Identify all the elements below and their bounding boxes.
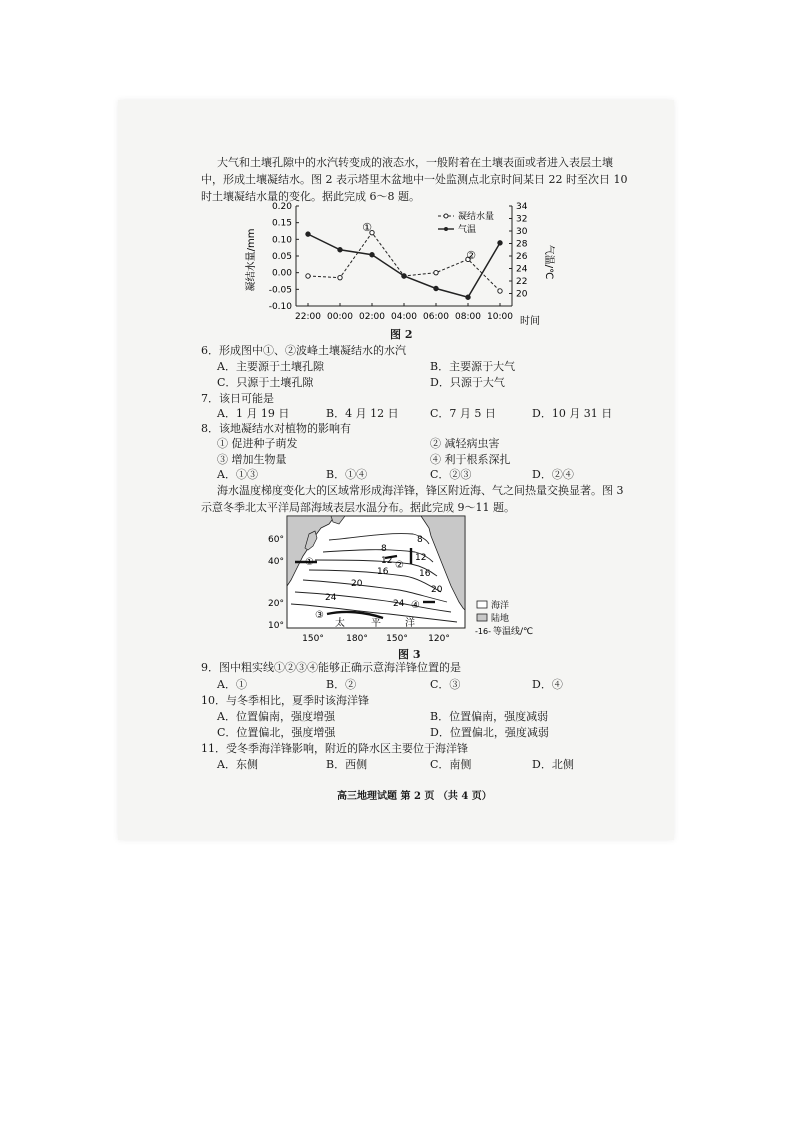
lat-label-10: 10° bbox=[268, 621, 284, 631]
y-right-tick-label: 20 bbox=[516, 289, 528, 300]
q10-option-a: A．位置偏南，强度增强 bbox=[217, 710, 335, 723]
q8-stem: 8．该地凝结水对植物的影响有 bbox=[201, 422, 351, 435]
temperature-point bbox=[402, 274, 406, 278]
q8-item-4: ④ 利于根系深扎 bbox=[430, 453, 511, 466]
temperature-point bbox=[498, 241, 502, 245]
q9-option-c: C．③ bbox=[430, 678, 461, 691]
front-marker-3: ③ bbox=[315, 610, 324, 621]
q9-option-b: B．② bbox=[326, 678, 357, 691]
temperature-point bbox=[434, 286, 438, 290]
y-left-tick-label: 0.20 bbox=[271, 202, 292, 212]
front-marker-1: ① bbox=[305, 557, 314, 568]
legend-isotherm-sample: -16- bbox=[475, 627, 491, 636]
iso-label-12b: 12 bbox=[415, 553, 427, 563]
x-tick-label: 04:00 bbox=[391, 312, 417, 322]
y-right-tick-label: 24 bbox=[516, 264, 528, 275]
q6-option-d: D．只源于大气 bbox=[430, 376, 505, 389]
figure-3-caption: 图 3 bbox=[398, 648, 421, 661]
q10-stem: 10．与冬季相比，夏季时该海洋锋 bbox=[201, 694, 369, 707]
lon-label-180: 180° bbox=[346, 634, 368, 644]
legend-condensate-label: 凝结水量 bbox=[458, 212, 495, 222]
q8-option-b: B．①④ bbox=[326, 468, 368, 481]
temperature-point bbox=[466, 295, 470, 299]
lon-label-150w: 150° bbox=[386, 634, 408, 644]
condensate-point bbox=[306, 274, 310, 278]
lon-label-120w: 120° bbox=[428, 634, 450, 644]
figure-2-caption: 图 2 bbox=[390, 328, 413, 341]
ocean-char-2: 平 bbox=[371, 618, 381, 629]
q7-option-b: B．4 月 12 日 bbox=[326, 407, 399, 420]
temperature-point bbox=[370, 253, 374, 257]
q8-option-d: D．②④ bbox=[532, 468, 574, 481]
y-right-tick-label: 22 bbox=[516, 277, 528, 287]
intro1-line3: 时土壤凝结水量的变化。据此完成 6～8 题。 bbox=[201, 190, 420, 203]
q8-option-c: C．②③ bbox=[430, 468, 472, 481]
intro2-line1: 海水温度梯度变化大的区域常形成海洋锋，锋区附近海、气之间热量交换显著。图 3 bbox=[217, 484, 624, 497]
y-right-tick-label: 30 bbox=[516, 227, 528, 237]
legend-condensate-marker bbox=[444, 214, 448, 218]
q7-option-c: C．7 月 5 日 bbox=[430, 407, 496, 420]
q11-option-a: A．东侧 bbox=[217, 758, 258, 771]
ocean-char-1: 太 bbox=[335, 618, 345, 629]
y-left-tick-label: 0.10 bbox=[271, 235, 292, 246]
iso-label-12a: 12 bbox=[381, 556, 393, 566]
q11-option-d: D．北侧 bbox=[532, 758, 574, 771]
intro1-line1: 大气和土壤孔隙中的水汽转变成的液态水，一般附着在土壤表面或者进入表层土壤 bbox=[217, 156, 613, 169]
q10-option-d: D．位置偏北，强度减弱 bbox=[430, 726, 549, 739]
q8-item-2: ② 减轻病虫害 bbox=[430, 437, 500, 450]
q7-stem: 7．该日可能是 bbox=[201, 392, 274, 405]
front-marker-2: ② bbox=[395, 560, 404, 571]
iso-label-20b: 20 bbox=[431, 585, 443, 595]
q11-option-b: B．西侧 bbox=[326, 758, 368, 771]
lat-label-40: 40° bbox=[268, 557, 284, 567]
iso-label-24b: 24 bbox=[393, 599, 405, 609]
legend-temp-label: 气温 bbox=[458, 225, 477, 235]
iso-label-8b: 8 bbox=[417, 535, 423, 545]
y-left-tick-label: -0.05 bbox=[268, 285, 292, 296]
q11-option-c: C．南侧 bbox=[430, 758, 472, 771]
y-left-tick-label: -0.10 bbox=[268, 302, 292, 312]
figure-3-map bbox=[265, 514, 555, 646]
condensate-point bbox=[498, 289, 502, 293]
q8-item-1: ① 促进种子萌发 bbox=[217, 437, 298, 450]
q9-option-d: D．④ bbox=[532, 678, 563, 691]
q6-option-a: A．主要源于土壤孔隙 bbox=[217, 360, 324, 373]
q7-option-a: A．1 月 19 日 bbox=[217, 407, 290, 420]
lat-label-20: 20° bbox=[268, 599, 284, 609]
lon-label-150e: 150° bbox=[302, 634, 324, 644]
y-right-tick-label: 26 bbox=[516, 252, 528, 262]
y-right-tick-label: 32 bbox=[516, 214, 528, 225]
legend-isotherm-label: 等温线/℃ bbox=[493, 627, 534, 637]
x-tick-label: 08:00 bbox=[455, 312, 481, 322]
q9-option-a: A．① bbox=[217, 678, 247, 691]
iso-label-16a: 16 bbox=[377, 567, 389, 577]
q9-stem: 9．图中粗实线①②③④能够正确示意海洋锋位置的是 bbox=[201, 661, 461, 674]
q6-option-b: B．主要源于大气 bbox=[430, 360, 516, 373]
legend-temp-marker bbox=[444, 227, 448, 231]
y-axis-label-right: 气温/℃ bbox=[543, 244, 554, 280]
temperature-point bbox=[338, 248, 342, 252]
condensate-point bbox=[434, 270, 438, 274]
figure-2-chart bbox=[240, 202, 560, 326]
q6-stem: 6．形成图中①、②波峰土壤凝结水的水汽 bbox=[201, 344, 406, 357]
y-right-tick-label: 28 bbox=[516, 239, 528, 250]
y-left-tick-label: 0.00 bbox=[271, 268, 292, 279]
legend-land-label: 陆地 bbox=[491, 614, 510, 624]
iso-label-8a: 8 bbox=[381, 544, 387, 554]
y-axis-label-left: 凝结水量/mm bbox=[246, 228, 257, 292]
temperature-point bbox=[306, 232, 310, 236]
q8-item-3: ③ 增加生物量 bbox=[217, 453, 287, 466]
peak-label-2: ② bbox=[466, 249, 476, 262]
legend-ocean-swatch bbox=[477, 601, 487, 608]
q8-option-a: A．①③ bbox=[217, 468, 258, 481]
y-right-tick-label: 34 bbox=[516, 202, 528, 212]
x-tick-label: 06:00 bbox=[423, 312, 449, 322]
front-marker-4: ④ bbox=[411, 600, 420, 611]
q7-option-d: D．10 月 31 日 bbox=[532, 407, 613, 420]
x-tick-label: 10:00 bbox=[487, 312, 513, 322]
legend-ocean-label: 海洋 bbox=[491, 601, 510, 611]
iso-label-20a: 20 bbox=[351, 579, 363, 589]
x-tick-label: 00:00 bbox=[327, 312, 353, 322]
intro1-line2: 中，形成土壤凝结水。图 2 表示塔里木盆地中一处监测点北京时间某日 22 时至次日 10 bbox=[201, 173, 628, 186]
q10-option-b: B．位置偏南，强度减弱 bbox=[430, 710, 549, 723]
lat-label-60: 60° bbox=[268, 535, 284, 545]
q6-option-c: C．只源于土壤孔隙 bbox=[217, 376, 314, 389]
series-temperature-line bbox=[308, 234, 500, 297]
chart-series bbox=[306, 230, 502, 299]
iso-label-24a: 24 bbox=[325, 593, 337, 603]
peak-label-1: ① bbox=[362, 221, 372, 234]
x-tick-label: 02:00 bbox=[359, 312, 385, 322]
x-axis-label: 时间 bbox=[520, 316, 540, 326]
x-tick-label: 22:00 bbox=[295, 312, 321, 322]
q11-stem: 11．受冬季海洋锋影响，附近的降水区主要位于海洋锋 bbox=[201, 742, 468, 755]
condensate-point bbox=[338, 275, 342, 279]
y-left-tick-label: 0.05 bbox=[271, 252, 292, 262]
iso-label-16b: 16 bbox=[419, 569, 431, 579]
legend-land-swatch bbox=[477, 614, 487, 621]
intro2-line2: 示意冬季北太平洋局部海域表层水温分布。据此完成 9～11 题。 bbox=[201, 501, 515, 514]
ocean-char-3: 洋 bbox=[405, 618, 415, 629]
y-left-tick-label: 0.15 bbox=[271, 218, 292, 229]
q10-option-c: C．位置偏北，强度增强 bbox=[217, 726, 336, 739]
page-footer: 高三地理试题 第 2 页 （共 4 页） bbox=[337, 791, 492, 802]
